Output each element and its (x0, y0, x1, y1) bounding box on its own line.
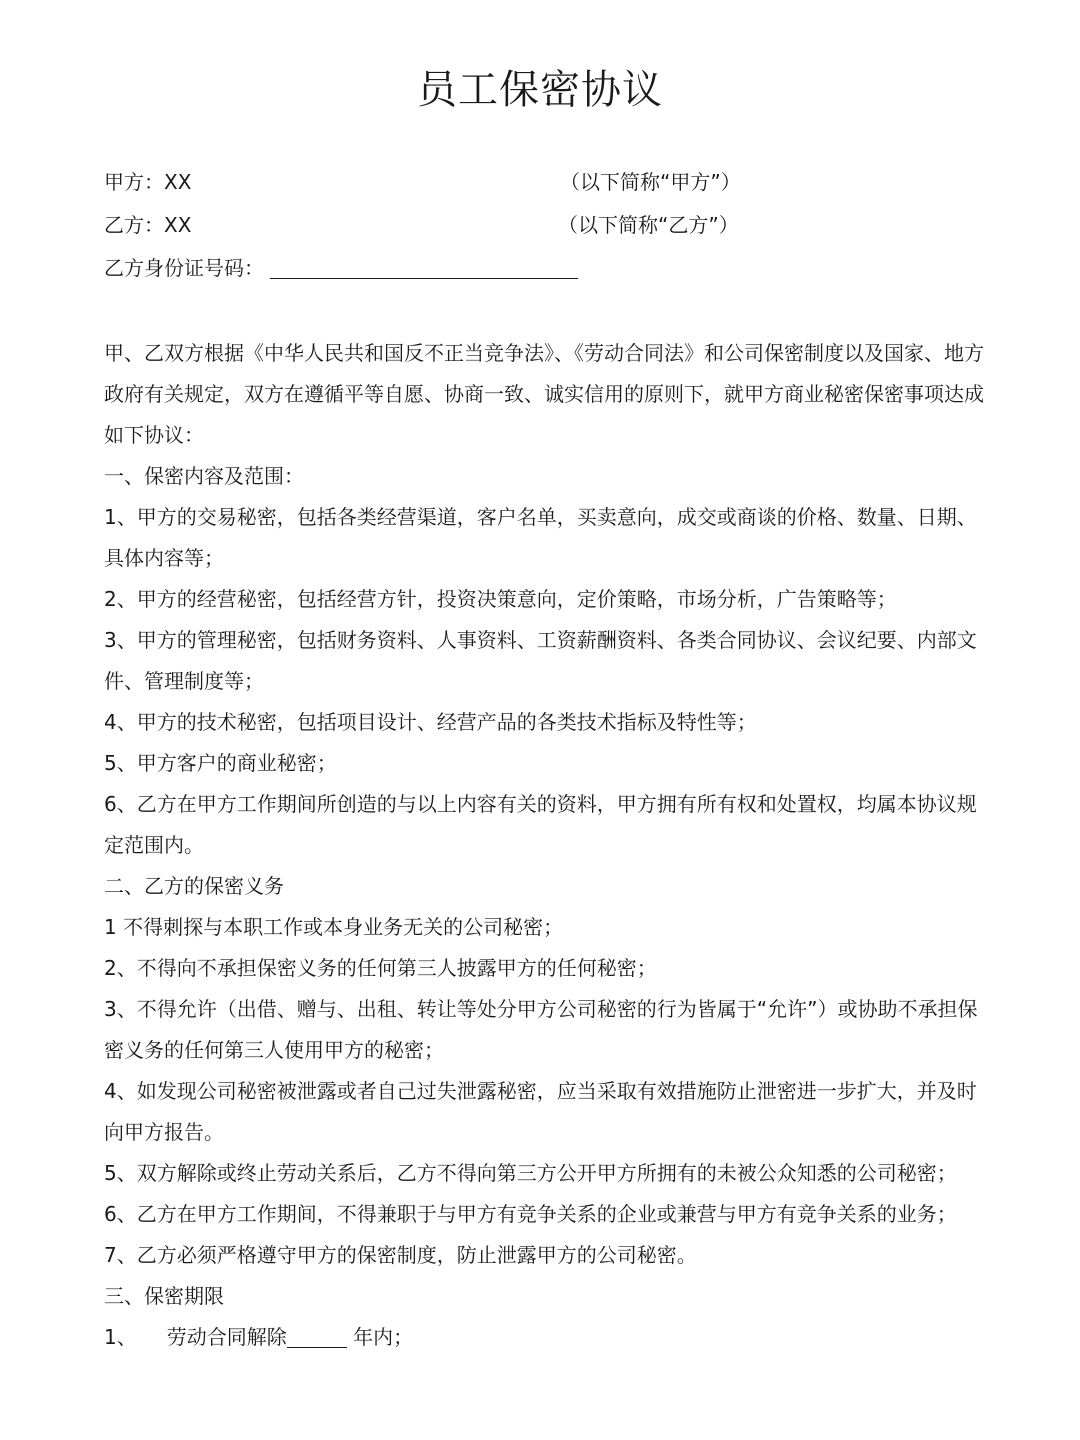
party-a-label: 甲方：XX (104, 170, 192, 194)
clause-item: 5、双方解除或终止劳动关系后，乙方不得向第三方公开甲方所拥有的未被公众知悉的公司秘密； (104, 1161, 957, 1185)
agreement-body (104, 333, 984, 1358)
clause-item: 1 不得刺探与本职工作或本身业务无关的公司秘密； (104, 915, 564, 939)
clause-item: 6、乙方在甲方工作期间，不得兼职于与甲方有竞争关系的企业或兼营与甲方有竞争关系的业务； (104, 1202, 957, 1226)
clause-item: 2、不得向不承担保密义务的任何第三人披露甲方的任何秘密； (104, 956, 657, 980)
party-a-note: （以下简称“甲方”） (560, 170, 741, 194)
clause-item: 6、乙方在甲方工作期间所创造的与以上内容有关的资料，甲方拥有所有权和处置权，均属本协议规定范围内。 (104, 792, 977, 857)
party-b-label: 乙方：XX (104, 213, 192, 237)
party-b-note: （以下简称“乙方”） (558, 213, 739, 237)
clause-item: 7、乙方必须严格遵守甲方的保密制度，防止泄露甲方的公司秘密。 (104, 1243, 697, 1267)
clause-item: 5、甲方客户的商业秘密； (104, 751, 337, 775)
document-title: 员工保密协议 (417, 67, 663, 113)
id-number-blank[interactable] (270, 256, 578, 279)
clause-item: 4、甲方的技术秘密，包括项目设计、经营产品的各类技术指标及特性等； (104, 710, 757, 734)
term-clause-prefix: 1、 劳动合同解除 (104, 1325, 287, 1349)
clause-item: 3、甲方的管理秘密，包括财务资料、人事资料、工资薪酬资料、各类合同协议、会议纪要、内部文件、管理制度等； (104, 628, 977, 693)
section-heading-term: 三、保密期限 (104, 1284, 224, 1308)
paragraph-intro: 甲、乙双方根据《中华人民共和国反不正当竞争法》、《劳动合同法》和公司保密制度以及国家、地方政府有关规定，双方在遵循平等自愿、协商一致、诚实信用的原则下，就甲方商业秘密保密事项达成如下协议： (104, 341, 984, 447)
clause-item: 3、不得允许（出借、赠与、出租、转让等处分甲方公司秘密的行为皆属于“允许”）或协助不承担保密义务的任何第三人使用甲方的秘密； (104, 997, 978, 1062)
id-number-row (104, 253, 578, 283)
clause-item: 4、如发现公司秘密被泄露或者自己过失泄露秘密，应当采取有效措施防止泄密进一步扩大，并及时向甲方报告。 (104, 1079, 977, 1144)
term-years-blank[interactable] (287, 1325, 347, 1348)
term-clause-suffix: 年内； (346, 1325, 414, 1349)
section-heading-scope: 一、保密内容及范围： (104, 464, 304, 488)
id-number-label: 乙方身份证号码： (104, 256, 264, 280)
clause-item: 2、甲方的经营秘密，包括经营方针，投资决策意向，定价策略，市场分析，广告策略等； (104, 587, 897, 611)
clause-item: 1、甲方的交易秘密，包括各类经营渠道，客户名单，买卖意向，成交或商谈的价格、数量、日期、具体内容等； (104, 505, 977, 570)
term-clause (104, 1317, 984, 1358)
section-heading-obligations: 二、乙方的保密义务 (104, 874, 284, 898)
